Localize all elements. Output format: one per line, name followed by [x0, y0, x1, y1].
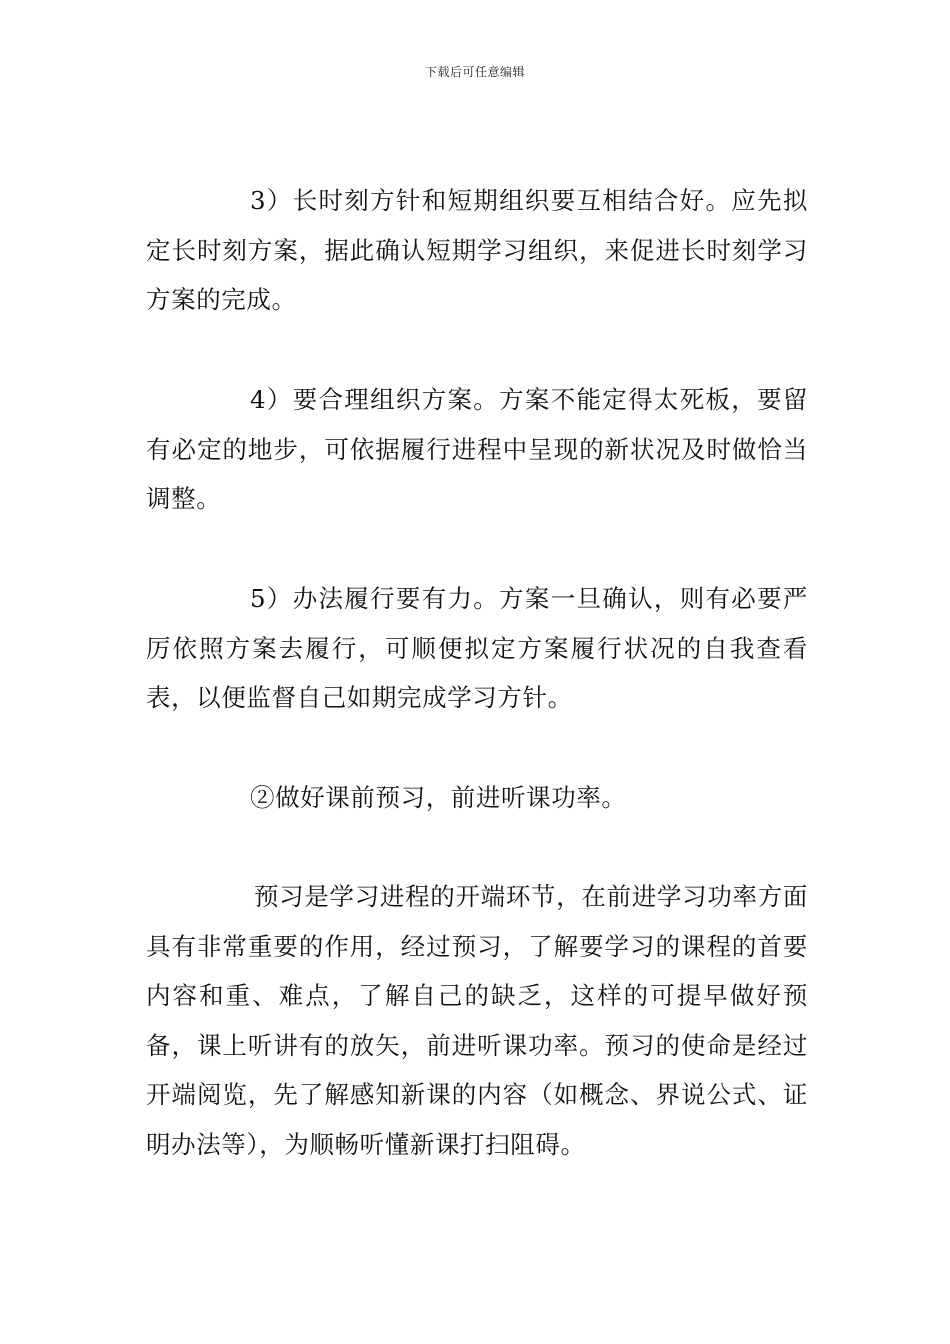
paragraph-item-4: 4）要合理组织方案。方案不能定得太死板，要留有必定的地步，可依据履行进程中呈现的新状况及时做恰当调整。: [146, 385, 808, 513]
header-note: 下载后可任意编辑: [424, 65, 525, 79]
paragraph-preview-body: 预习是学习进程的开端环节，在前进学习功率方面具有非常重要的作用，经过预习，了解要学习的课程的首要内容和重、难点，了解自己的缺乏，这样的可提早做好预备，课上听讲有的放矢，前进听课功率。预习的使命是经过开端阅览，先了解感知新课的内容（如概念、界说公式、证明办法等），为顺畅听懂新课打扫阻碍。: [146, 882, 808, 1159]
section-heading-preview: ②做好课前预习，前进听课功率。: [250, 783, 627, 812]
paragraph-item-3: 3）长时刻方针和短期组织要互相结合好。应先拟定长时刻方案，据此确认短期学习组织，来促进长时刻学习方案的完成。: [146, 186, 808, 314]
paragraph-item-5: 5）办法履行要有力。方案一旦确认，则有必要严厉依照方案去履行，可顺便拟定方案履行状况的自我查看表，以便监督自己如期完成学习方针。: [146, 584, 808, 712]
